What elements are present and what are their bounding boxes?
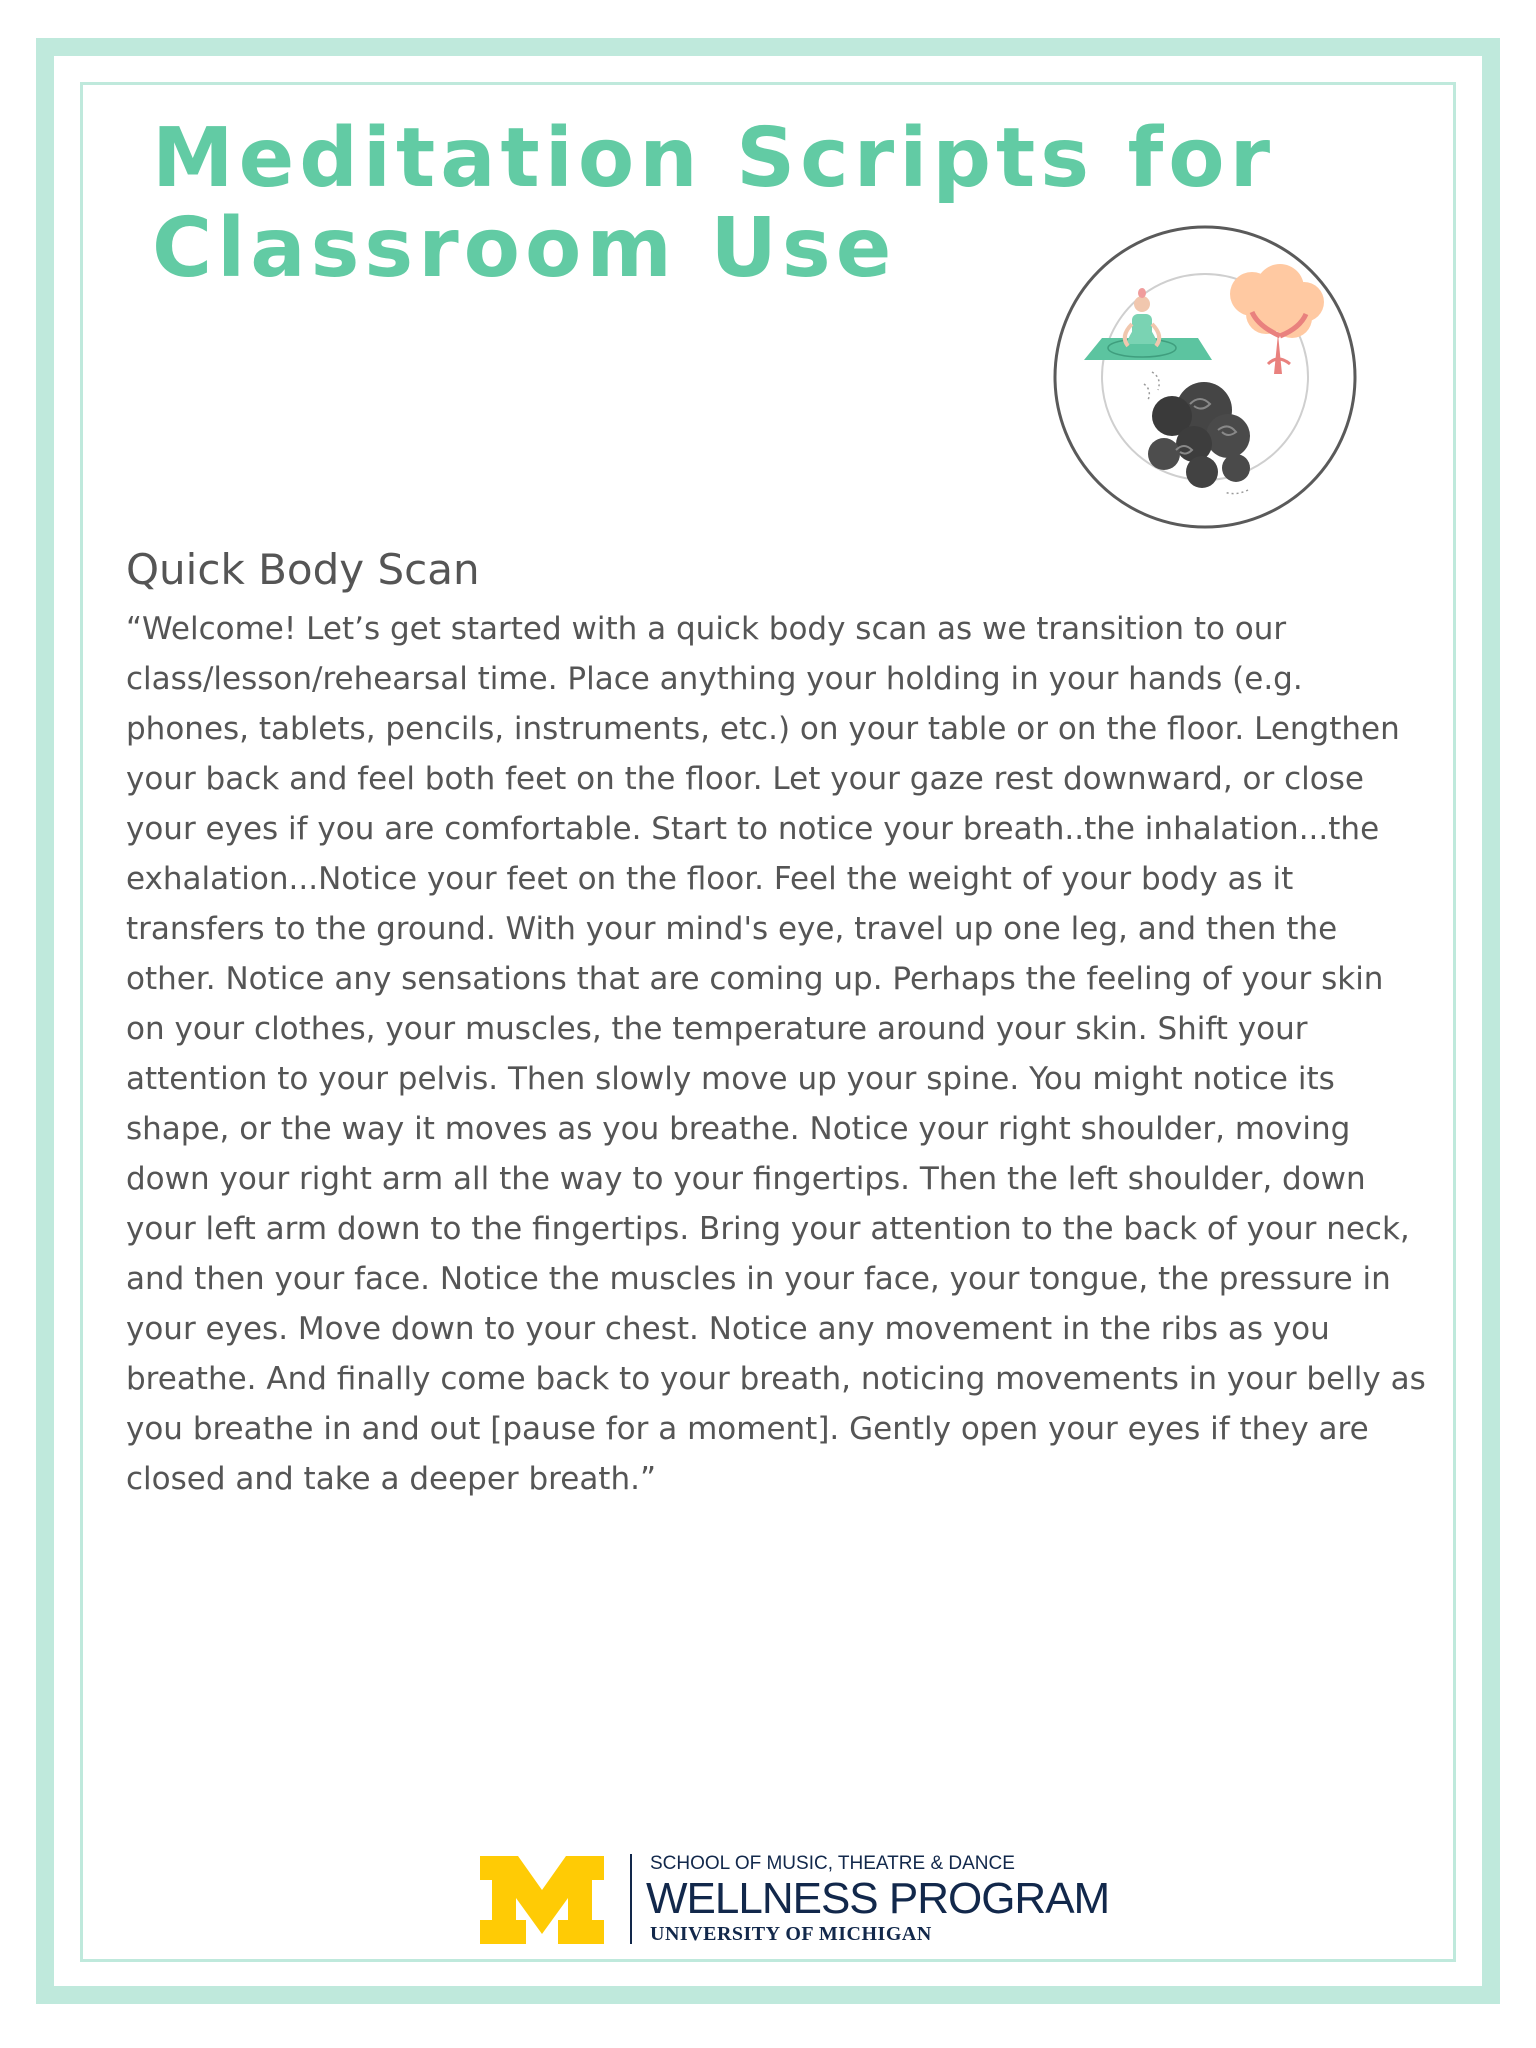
script-text: “Welcome! Let’s get started with a quick body scan as we transition to our class/lesson/rehearsal time. Place anything your holding in your hands (e.g. phones, tablets, pencils, instruments, etc.) on your table or on the floor. Lengthen your back and feel both feet on the floor. Let your gaze rest downward, or close your eyes if you are comfortable. Start to notice your breath..the inhalation...the exhalation...Notice your feet on the floor. Feel the weight of your body as it transfers to the ground. With your mind's eye, travel up one leg, and then the other. Notice any sensations that are coming up. Perhaps the feeling of your skin on your clothes, your muscles, the temperature around your skin. Shift your attention to your pelvis. Then slowly move up your spine. You might notice its shape, or the way it moves as you breathe. Notice your right shoulder, moving down your right arm all the way to your fingertips. Then the left shoulder, down your left arm down to the fingertips. Bring your attention to the back of your neck, and then your face. Notice the muscles in your face, your tongue, the pressure in your eyes. Move down to your chest. Notice any movement in the ribs as you breathe. And finally come back to your breath, noticing movements in your belly as you breathe in and out [pause for a moment]. Gently open your eyes if they are closed and take a deeper breath.” xyxy=(126,611,1426,1497)
section-heading: Quick Body Scan xyxy=(126,545,480,594)
logo-divider xyxy=(630,1854,632,1944)
logo-university-name: UNIVERSITY OF MICHIGAN xyxy=(650,1923,932,1945)
meditation-illustration xyxy=(1052,224,1358,530)
title-line-2: Classroom Use xyxy=(152,201,897,296)
logo-school-name: SCHOOL OF MUSIC, THEATRE & DANCE xyxy=(650,1853,1015,1874)
logo-program-name: WELLNESS PROGRAM xyxy=(646,1874,1110,1923)
block-m-logo xyxy=(480,1856,604,1944)
wellness-program-logo xyxy=(480,1850,1110,1950)
title-line-1: Meditation Scripts for xyxy=(152,111,1276,206)
